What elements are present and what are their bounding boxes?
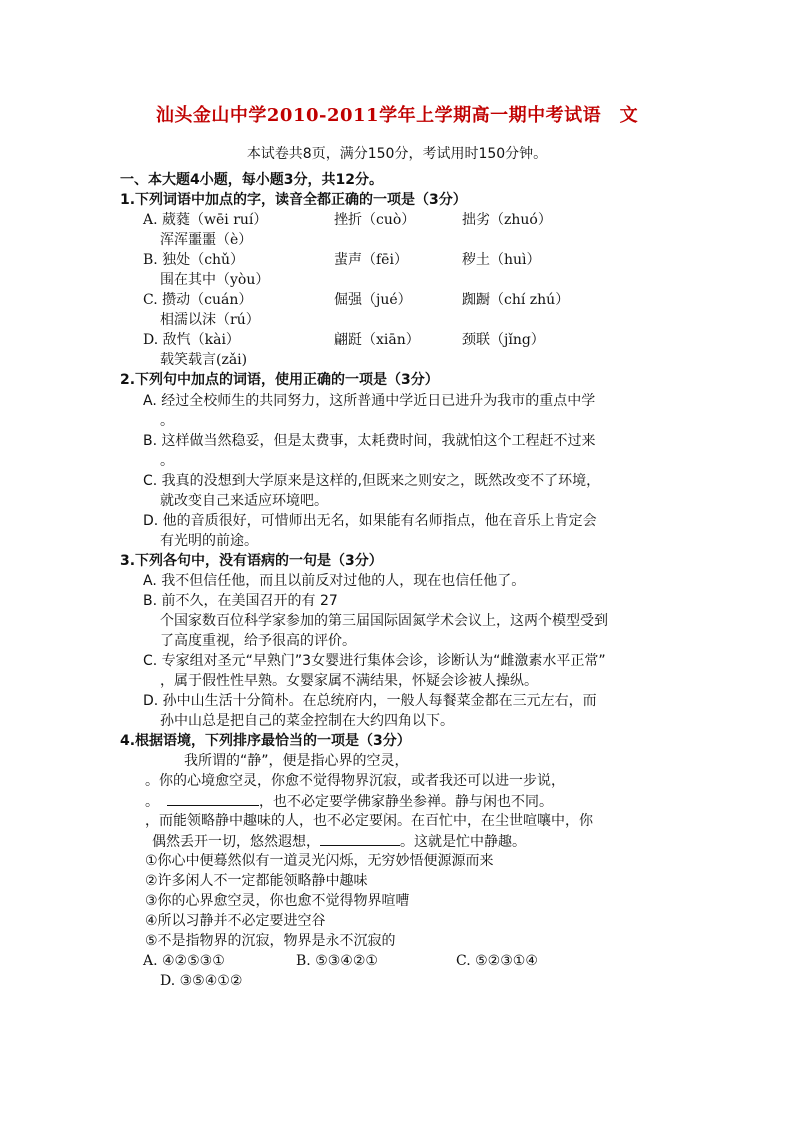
q1-option-a-2: 挫折（cuò） [334, 212, 416, 228]
q1-option-b-4: 围在其中（yòu） [160, 272, 270, 288]
q1-option-b-1: B. 独处（chǔ） [143, 252, 245, 268]
q1-option-b-2: 蜚声（fēi） [334, 252, 408, 268]
q2-option-c: C. 我真的没想到大学原来是这样的,但既来之则安之，既然改变不了环境， [143, 473, 601, 489]
q2-option-d: D. 他的音质很好，可惜师出无名，如果能有名师指点，他在音乐上肯定会 [143, 513, 597, 529]
q4-item-2: ②许多闲人不一定都能领略静中趣味 [145, 873, 368, 889]
q1-option-a-1: A. 葳蕤（wēi ruí） [143, 212, 268, 228]
q2-option-a: A. 经过全校师生的共同努力，这所普通中学近日已进升为我市的重点中学 [143, 393, 596, 409]
q1-option-d-1: D. 敌忾（kài） [143, 332, 240, 348]
q3-option-b-cont-2: 了高度重视，给予很高的评价。 [160, 633, 356, 649]
q3-option-b: B. 前不久，在美国召开的有 27 [143, 593, 338, 609]
q4-answer-a: A. ④②⑤③① [143, 953, 225, 969]
exam-subtitle: 本试卷共8页，满分150分，考试用时150分钟。 [246, 146, 548, 162]
q3-stem: 3.下列各句中，没有语病的一句是（3分） [120, 553, 383, 569]
q3-option-a: A. 我不但信任他，而且以前反对过他的人，现在也信任他了。 [143, 573, 526, 589]
q4-item-3: ③你的心界愈空灵，你也愈不觉得物界喧嘈 [145, 893, 410, 909]
q4-passage-3-start: 。 [145, 794, 159, 810]
q4-passage-4: ，而能领略静中趣味的人，也不必定要闲。在百忙中，在尘世喧嚷中，你 [145, 813, 593, 829]
q2-option-a-cont: 。 [160, 413, 174, 429]
answer-blank [320, 831, 400, 846]
q1-option-c-3: 踟蹰（chí zhú） [462, 292, 570, 308]
q1-option-a-4: 浑浑噩噩（è） [160, 232, 253, 248]
q1-option-c-2: 倔强（jué） [334, 292, 412, 308]
q1-option-d-4: 载笑载言(zǎi) [160, 352, 248, 368]
q4-passage-3-end: ，也不必定要学佛家静坐参禅。静与闲也不同。 [259, 794, 553, 810]
answer-blank [167, 791, 259, 806]
q3-option-d-cont: 孙中山总是把自己的菜金控制在大约四角以下。 [160, 713, 454, 729]
q2-option-b: B. 这样做当然稳妥，但是太费事，太耗费时间，我就怕这个工程赶不过来 [143, 433, 596, 449]
section-heading: 一、本大题4小题，每小题3分，共12分。 [120, 172, 383, 188]
q4-passage-2: 。你的心境愈空灵，你愈不觉得物界沉寂，或者我还可以进一步说， [145, 773, 565, 789]
q4-item-5: ⑤不是指物界的沉寂，物界是永不沉寂的 [145, 933, 396, 949]
q4-item-4: ④所以习静并不必定要进空谷 [145, 913, 326, 929]
q4-passage-5-start: 偶然丢开一切，悠然遐想， [152, 834, 320, 850]
q1-option-c-4: 相濡以沫（rú） [160, 312, 260, 328]
q4-passage-3 [145, 791, 553, 812]
q1-option-a-3: 拙劣（zhuó） [462, 212, 552, 228]
q4-item-1: ①你心中便蓦然似有一道灵光闪烁，无穷妙悟便源源而来 [145, 853, 494, 869]
q1-option-d-3: 颈联（jǐng） [462, 332, 545, 348]
q3-option-c: C. 专家组对圣元“早熟门”3女婴进行集体会诊，诊断认为“雌激素水平正常” [143, 653, 606, 669]
q3-option-b-cont-1: 个国家数百位科学家参加的第三届国际固氮学术会议上，这两个模型受到 [160, 613, 608, 629]
q1-option-d-2: 翩跹（xiān） [334, 332, 420, 348]
q2-option-b-cont: 。 [160, 453, 174, 469]
q4-passage-5 [152, 831, 526, 852]
exam-title: 汕头金山中学2010-2011学年上学期高一期中考试语 文 [155, 105, 639, 126]
q4-stem: 4.根据语境，下列排序最恰当的一项是（3分） [120, 733, 411, 749]
q2-stem: 2.下列句中加点的词语，使用正确的一项是（3分） [120, 372, 439, 388]
q4-passage-5-end: 。这就是忙中静趣。 [400, 834, 526, 850]
q4-passage-1: 我所谓的“静”，便是指心界的空灵， [184, 753, 409, 769]
q2-option-d-cont: 有光明的前途。 [160, 533, 258, 549]
q1-option-b-3: 秽土（huì） [462, 252, 541, 268]
q4-answer-c: C. ⑤②③①④ [456, 953, 538, 969]
q1-stem: 1.下列词语中加点的字，读音全都正确的一项是（3分） [120, 192, 467, 208]
q3-option-d: D. 孙中山生活十分简朴。在总统府内，一般人每餐菜金都在三元左右，而 [143, 693, 597, 709]
q4-answer-d: D. ③⑤④①② [160, 973, 243, 989]
q1-option-c-1: C. 攒动（cuán） [143, 292, 253, 308]
q3-option-c-cont: ，属于假性性早熟。女婴家属不满结果，怀疑会诊被人操纵。 [160, 673, 538, 689]
q2-option-c-cont: 就改变自己来适应环境吧。 [160, 493, 328, 509]
q4-answer-b: B. ⑤③④②① [296, 953, 378, 969]
